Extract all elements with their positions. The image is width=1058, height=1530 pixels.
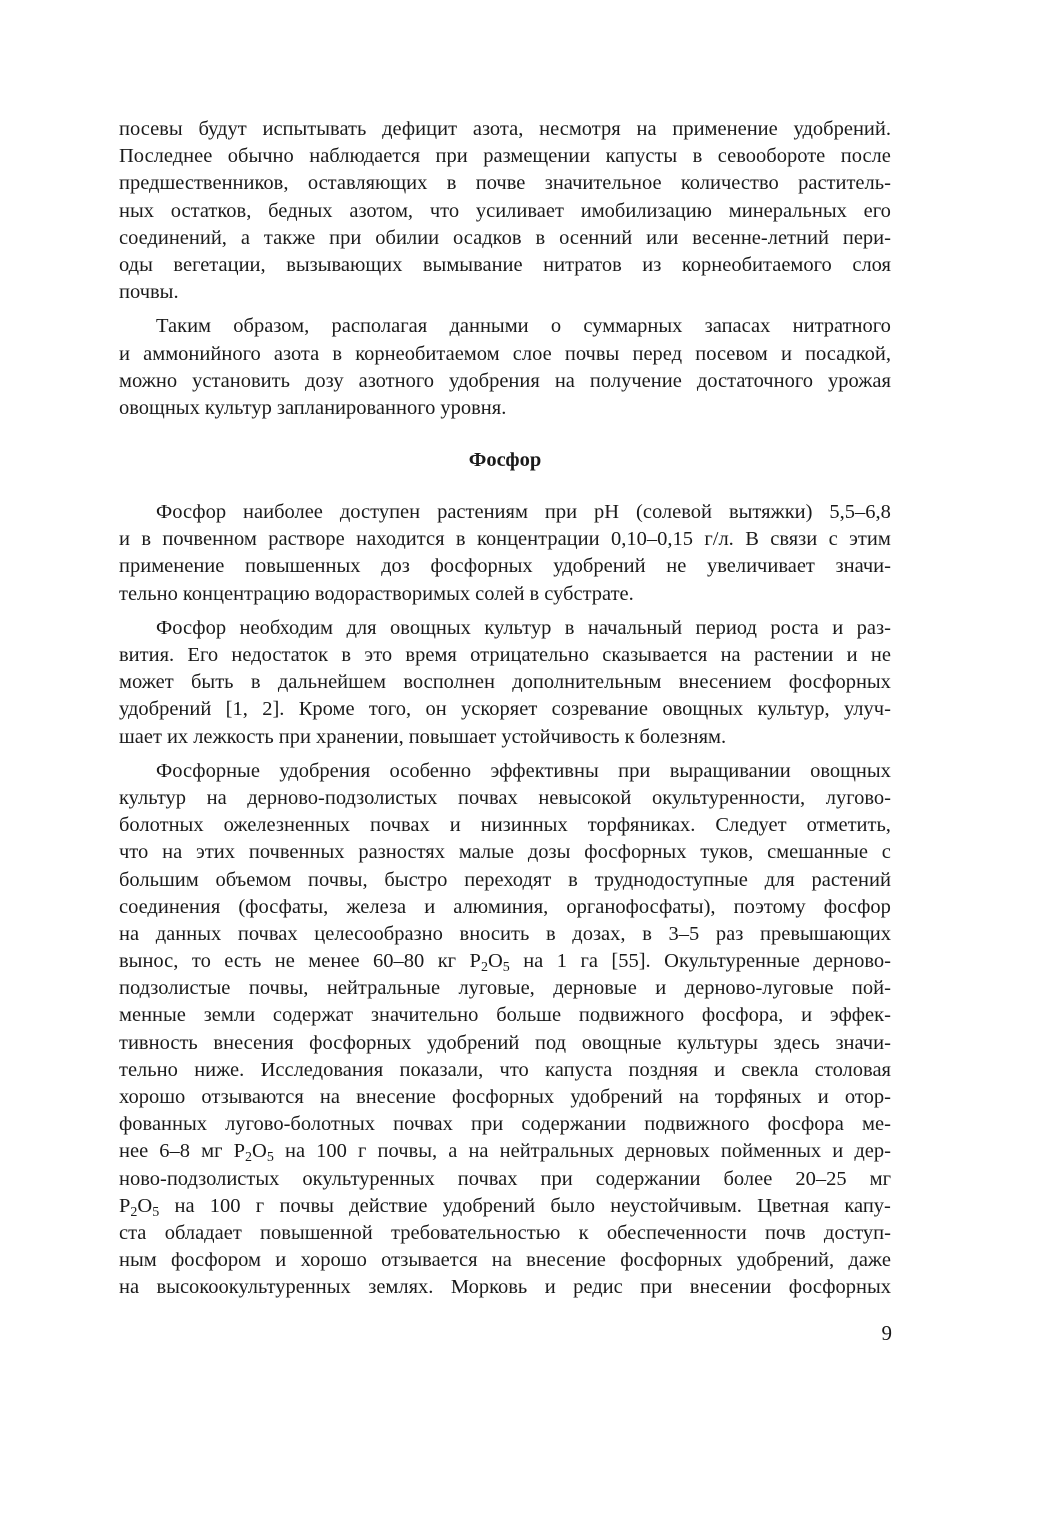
text-line: может быть в дальнейшем восполнен дополнительным внесением фосфорных [119, 671, 891, 694]
text-line: хорошо отзываются на внесение фосфорных удобрений на торфяных и отор- [119, 1086, 891, 1108]
text-line: соединений, а также при обилии осадков в осенний или весенне-летний пери- [119, 226, 891, 249]
text-line: вития. Его недостаток в это время отрицательно сказывается на растении и не [119, 644, 891, 666]
text-line: нее 6–8 мг $P_2O_5$ на 100 г почвы, а на нейтральных дерновых пойменных и дер- [119, 1140, 891, 1166]
text-line: тельно ниже. Исследования показали, что капуста поздняя и свекла столовая [119, 1058, 891, 1081]
text-line: ным фосфором и хорошо отзывается на внесение фосфорных удобрений, даже [119, 1249, 891, 1272]
text-line: культур на дерново-подзолистых почвах невысокой окультуренности, лугово- [119, 786, 891, 809]
page-number: 9 [881, 1321, 892, 1345]
text-line: Таким образом, располагая данными о суммарных запасах нитратного [156, 315, 891, 338]
paragraph [119, 313, 891, 422]
text-line: $P_2O_5$ на 100 г почвы действие удобрений было неустойчивым. Цветная капу- [119, 1194, 891, 1220]
text-line: и аммонийного азота в корнеобитаемом слое почвы перед посевом и посадкой, [119, 342, 891, 365]
text-line: вынос, то есть не менее 60–80 кг $P_2O_5$ на 1 га [55]. Окультуренные дерново- [119, 950, 891, 976]
text-line: почвы. [119, 281, 179, 304]
section-heading: Фосфор [468, 449, 542, 472]
text-line: Последнее обычно наблюдается при размещении капусты в севообороте после [119, 145, 891, 168]
paragraph [119, 116, 891, 306]
text-line: фованных лугово-болотных почвах при содержании подвижного фосфора ме- [119, 1113, 891, 1136]
paragraph [119, 615, 891, 751]
text-line: соединения (фосфаты, железа и алюминия, органофосфаты), поэтому фосфор [119, 895, 891, 918]
text-line: можно установить дозу азотного удобрения на получение достаточного урожая [119, 369, 891, 392]
text-line: Фосфор необходим для овощных культур в начальный период роста и раз- [156, 616, 891, 639]
text-line: Фосфорные удобрения особенно эффективны при выращивании овощных [156, 759, 891, 782]
text-line: болотных ожелезненных почвах и низинных торфяниках. Следует отметить, [119, 814, 891, 837]
text-line: предшественников, оставляющих в почве значительное количество раститель- [119, 172, 891, 195]
page-body [119, 116, 891, 1302]
paragraph [119, 758, 891, 1302]
text-line: удобрений [1, 2]. Кроме того, он ускоряет созревание овощных культур, улуч- [119, 698, 891, 721]
text-line: ново-подзолистых окультуренных почвах при содержании более 20–25 мг [119, 1167, 891, 1190]
text-line: большим объемом почвы, быстро переходят в труднодоступные для растений [119, 868, 891, 891]
text-line: подзолистые почвы, нейтральные луговые, дерновые и дерново-луговые пой- [119, 977, 891, 1000]
text-line: овощных культур запланированного уровня. [119, 396, 507, 419]
text-line: Фосфор наиболее доступен растениям при pH (солевой вытяжки) 5,5–6,8 [156, 501, 891, 524]
text-line: тивность внесения фосфорных удобрений под овощные культуры здесь значи- [119, 1031, 891, 1054]
text-line: и в почвенном растворе находится в концентрации 0,10–0,15 г/л. В связи с этим [119, 528, 891, 551]
text-line: тельно концентрацию водорастворимых солей в субстрате. [119, 582, 634, 605]
text-line: менные земли содержат значительно больше подвижного фосфора, и эффек- [119, 1004, 891, 1027]
text-line: применение повышенных доз фосфорных удобрений не увеличивает значи- [119, 555, 891, 578]
text-line: ста обладает повышенной требовательностью к обеспеченности почв доступ- [119, 1221, 891, 1244]
text-line: на высокоокультуренных землях. Морковь и редис при внесении фосфорных [119, 1276, 891, 1299]
text-line: оды вегетации, вызывающих вымывание нитратов из корнеобитаемого слоя [119, 253, 891, 276]
text-line: посевы будут испытывать дефицит азота, несмотря на применение удобрений. [119, 118, 891, 140]
text-line: на данных почвах целесообразно вносить в дозах, в 3–5 раз превышающих [119, 922, 891, 945]
text-line: шает их лежкость при хранении, повышает устойчивость к болезням. [119, 725, 727, 748]
text-line: что на этих почвенных разностях малые дозы фосфорных туков, смешанные с [119, 841, 891, 864]
paragraph [119, 499, 891, 608]
text-line: ных остатков, бедных азотом, что усиливает имобилизацию минеральных его [119, 199, 891, 222]
